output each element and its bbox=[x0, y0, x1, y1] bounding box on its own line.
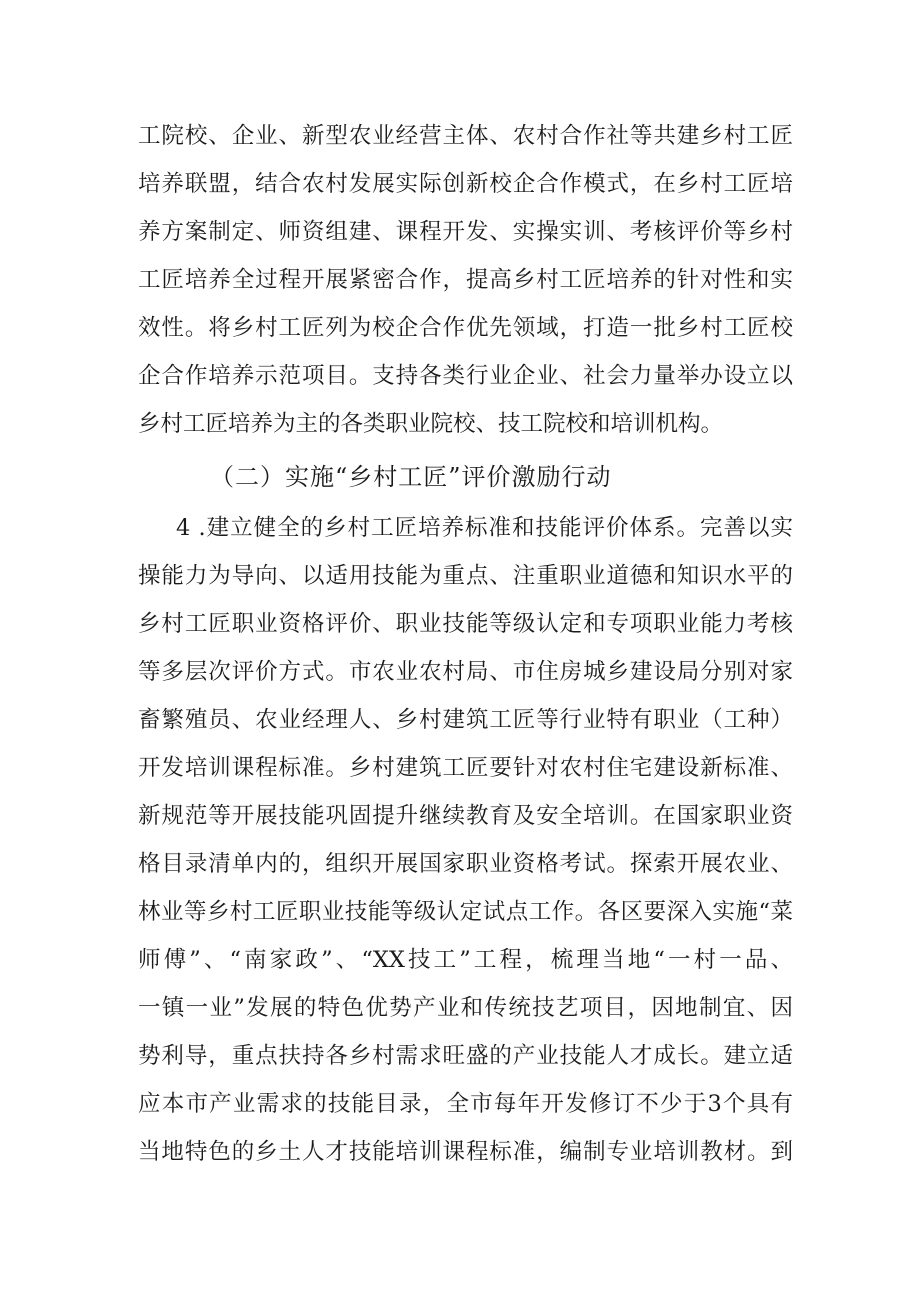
text-line: 工匠培养全过程开展紧密合作，提高乡村工匠培养的针对性和实 bbox=[138, 267, 793, 293]
text-line: 乡村工匠职业资格评价、职业技能等级认定和专项职业能力考核 bbox=[138, 611, 793, 637]
text-line: 一镇一业”发展的特色优势产业和传统技艺项目，因地制宜、因 bbox=[138, 995, 793, 1021]
text-line: 4 .建立健全的乡村工匠培养标准和技能评价体系。完善以实 bbox=[176, 515, 793, 541]
section-heading: （二）实施“乡村工匠”评价激励行动 bbox=[210, 463, 612, 491]
text-line: 新规范等开展技能巩固提升继续教育及安全培训。在国家职业资 bbox=[138, 803, 793, 829]
text-line: 工院校、企业、新型农业经营主体、农村合作社等共建乡村工匠 bbox=[138, 123, 793, 149]
text-line: 企合作培养示范项目。支持各类行业企业、社会力量举办设立以 bbox=[138, 363, 793, 389]
text-line: 林业等乡村工匠职业技能等级认定试点工作。各区要深入实施“菜 bbox=[138, 899, 793, 925]
text-line: 师傅”、“南家政”、“XX技工”工程，梳理当地“一村一品、 bbox=[138, 947, 793, 973]
text-line: 养方案制定、师资组建、课程开发、实操实训、考核评价等乡村 bbox=[138, 219, 793, 245]
text-line: 势利导，重点扶持各乡村需求旺盛的产业技能人才成长。建立适 bbox=[138, 1043, 793, 1069]
text-line: 乡村工匠培养为主的各类职业院校、技工院校和培训机构。 bbox=[138, 411, 724, 437]
text-line: 应本市产业需求的技能目录，全市每年开发修订不少于3个具有 bbox=[138, 1091, 793, 1117]
text-line: 畜繁殖员、农业经理人、乡村建筑工匠等行业特有职业（工种） bbox=[138, 707, 793, 733]
text-line: 等多层次评价方式。市农业农村局、市住房城乡建设局分别对家 bbox=[138, 659, 793, 685]
text-line: 培养联盟，结合农村发展实际创新校企合作模式，在乡村工匠培 bbox=[138, 171, 793, 197]
text-line: 操能力为导向、以适用技能为重点、注重职业道德和知识水平的 bbox=[138, 563, 793, 589]
text-line: 格目录清单内的，组织开展国家职业资格考试。探索开展农业、 bbox=[138, 851, 793, 877]
text-line: 效性。将乡村工匠列为校企合作优先领域，打造一批乡村工匠校 bbox=[138, 315, 793, 341]
text-line: 当地特色的乡土人才技能培训课程标准，编制专业培训教材。到 bbox=[138, 1139, 793, 1165]
text-line: 开发培训课程标准。乡村建筑工匠要针对农村住宅建设新标准、 bbox=[138, 755, 793, 781]
